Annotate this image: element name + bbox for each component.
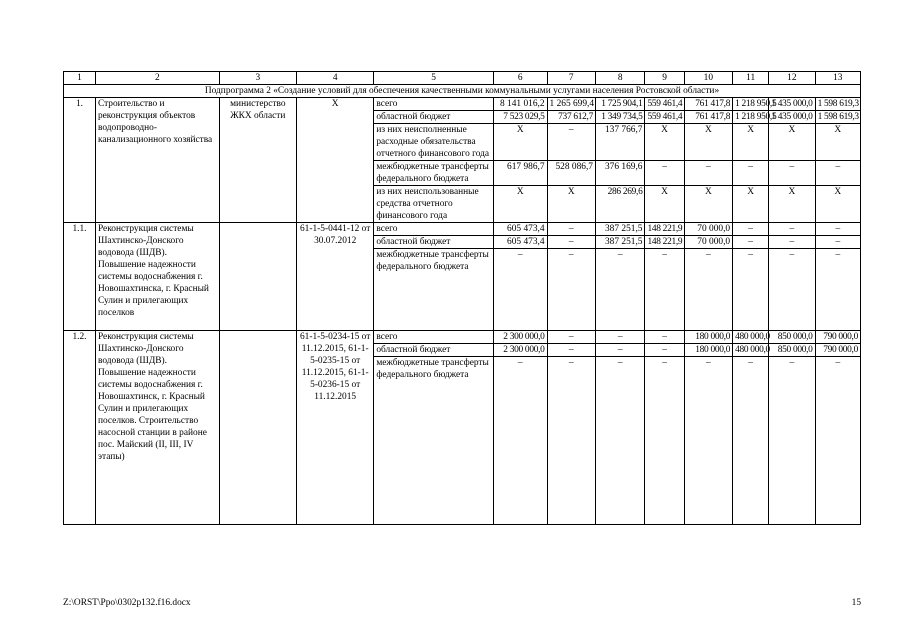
header-cell: 10 [684,72,732,85]
expertise-doc: 61-1-5-0234-15 от 11.12.2015, 61-1-5-0235-15 от 11.12.2015, 61-1-5-0236-15 от 11.12.2015 [297,331,374,525]
value-cell: – [733,236,769,249]
value-cell: – [769,249,815,331]
measure-name: Реконструкция системы Шахтинско-Донского водовода (ШДВ). Повышение надежности системы водоснабжения г. Новошахтинск, г. Красный Сулин и прилегающих поселков. Строительство насосной станции в районе пос. Майский (II, III, IV этапы) [95,331,219,525]
funding-source: межбюджетные трансферты федерального бюджета [374,249,494,331]
row-number: 1.1. [64,223,96,331]
value-cell: – [493,357,547,525]
value-cell: 1 218 950,5 [733,111,769,124]
value-cell: – [595,249,644,331]
value-cell: 850 000,0 [769,331,815,344]
header-cell: 7 [547,72,595,85]
value-cell: Х [815,186,860,223]
value-cell: Х [684,124,732,161]
value-cell: 70 000,0 [684,236,732,249]
funding-source: межбюджетные трансферты федерального бюджета [374,161,494,186]
header-cell: 8 [595,72,644,85]
value-cell: 7 523 029,5 [493,111,547,124]
funding-source: из них неисполненные расходные обязательства отчетного финансового года [374,124,494,161]
value-cell: – [493,249,547,331]
value-cell: Х [493,186,547,223]
header-cell: 3 [219,72,296,85]
header-cell: 5 [374,72,494,85]
subprogram-row [64,85,861,98]
row-number: 1.2. [64,331,96,525]
value-cell: 180 000,0 [684,331,732,344]
value-cell: – [815,236,860,249]
value-cell: 790 000,0 [815,331,860,344]
value-cell: – [547,223,595,236]
value-cell: – [547,331,595,344]
measure-name: Реконструкция системы Шахтинско-Донского водовода (ШДВ). Повышение надежности системы водоснабжения г. Новошахтинска, г. Красный Сулин и прилегающих поселков [95,223,219,331]
table-row [64,331,861,344]
funding-source: областной бюджет [374,236,494,249]
value-cell: 737 612,7 [547,111,595,124]
value-cell: Х [547,186,595,223]
value-cell: 148 221,9 [645,236,684,249]
funding-source: всего [374,223,494,236]
funding-source: всего [374,331,494,344]
value-cell: 180 000,0 [684,344,732,357]
value-cell: 559 461,4 [645,98,684,111]
value-cell: – [547,124,595,161]
header-cell: 12 [769,72,815,85]
header-cell: 11 [733,72,769,85]
measure-name: Строительство и реконструкция объектов водопроводно-канализационного хозяйства [95,98,219,223]
header-cell: 4 [297,72,374,85]
value-cell: – [733,249,769,331]
executor [219,223,296,331]
value-cell: – [815,249,860,331]
value-cell: 1 349 734,5 [595,111,644,124]
value-cell: Х [733,124,769,161]
value-cell: – [684,161,732,186]
funding-source: областной бюджет [374,344,494,357]
value-cell: – [595,344,644,357]
value-cell: 387 251,5 [595,223,644,236]
table-row [64,98,861,111]
value-cell: – [645,344,684,357]
header-row [64,72,861,85]
value-cell: – [769,161,815,186]
expertise-doc: Х [297,98,374,223]
funding-source: из них неиспользованные средства отчетного финансового года [374,186,494,223]
table-row [64,223,861,236]
value-cell: – [684,357,732,525]
header-cell: 1 [64,72,96,85]
value-cell: 761 417,8 [684,111,732,124]
value-cell: 1 435 000,0 [769,98,815,111]
value-cell: Х [815,124,860,161]
subprogram-title: Подпрограмма 2 «Создание условий для обеспечения качественными коммунальными услугами населения Ростовской области» [64,85,861,98]
value-cell: – [645,331,684,344]
value-cell: 137 766,7 [595,124,644,161]
value-cell: 8 141 016,2 [493,98,547,111]
value-cell: 850 000,0 [769,344,815,357]
value-cell: – [733,357,769,525]
value-cell: 2 300 000,0 [493,331,547,344]
value-cell: – [769,236,815,249]
value-cell: Х [645,124,684,161]
value-cell: – [684,249,732,331]
value-cell: – [815,223,860,236]
page-number: 15 [851,598,861,608]
funding-source: межбюджетные трансферты федерального бюджета [374,357,494,525]
executor [219,331,296,525]
value-cell: 1 435 000,0 [769,111,815,124]
value-cell: – [547,344,595,357]
value-cell: Х [733,186,769,223]
value-cell: – [733,223,769,236]
value-cell: 1 598 619,3 [815,98,860,111]
value-cell: – [547,249,595,331]
footer-file-path: Z:\ORST\Ppo\0302p132.f16.docx [63,598,191,608]
value-cell: 559 461,4 [645,111,684,124]
value-cell: 2 300 000,0 [493,344,547,357]
value-cell: 1 725 904,1 [595,98,644,111]
value-cell: Х [493,124,547,161]
value-cell: 528 086,7 [547,161,595,186]
value-cell: Х [684,186,732,223]
value-cell: 1 218 950,5 [733,98,769,111]
value-cell: 605 473,4 [493,236,547,249]
program-table [63,71,861,525]
value-cell: 480 000,0 [733,344,769,357]
value-cell: – [595,331,644,344]
executor: министерство ЖКХ области [219,98,296,223]
value-cell: 70 000,0 [684,223,732,236]
value-cell: 286 269,6 [595,186,644,223]
funding-source: всего [374,98,494,111]
header-cell: 2 [95,72,219,85]
value-cell: 480 000,0 [733,331,769,344]
value-cell: – [547,236,595,249]
value-cell: – [733,161,769,186]
value-cell: – [547,357,595,525]
value-cell: – [769,357,815,525]
value-cell: 148 221,9 [645,223,684,236]
row-number: 1. [64,98,96,223]
expertise-doc: 61-1-5-0441-12 от 30.07.2012 [297,223,374,331]
header-cell: 13 [815,72,860,85]
value-cell: Х [769,186,815,223]
value-cell: – [645,357,684,525]
funding-source: областной бюджет [374,111,494,124]
value-cell: 376 169,6 [595,161,644,186]
value-cell: 1 265 699,4 [547,98,595,111]
value-cell: 761 417,8 [684,98,732,111]
value-cell: – [645,161,684,186]
value-cell: 387 251,5 [595,236,644,249]
value-cell: Х [645,186,684,223]
value-cell: 1 598 619,3 [815,111,860,124]
header-cell: 9 [645,72,684,85]
value-cell: – [815,161,860,186]
value-cell: – [595,357,644,525]
value-cell: – [769,223,815,236]
value-cell: Х [769,124,815,161]
value-cell: 605 473,4 [493,223,547,236]
value-cell: 617 986,7 [493,161,547,186]
value-cell: – [645,249,684,331]
value-cell: 790 000,0 [815,344,860,357]
header-cell: 6 [493,72,547,85]
value-cell: – [815,357,860,525]
